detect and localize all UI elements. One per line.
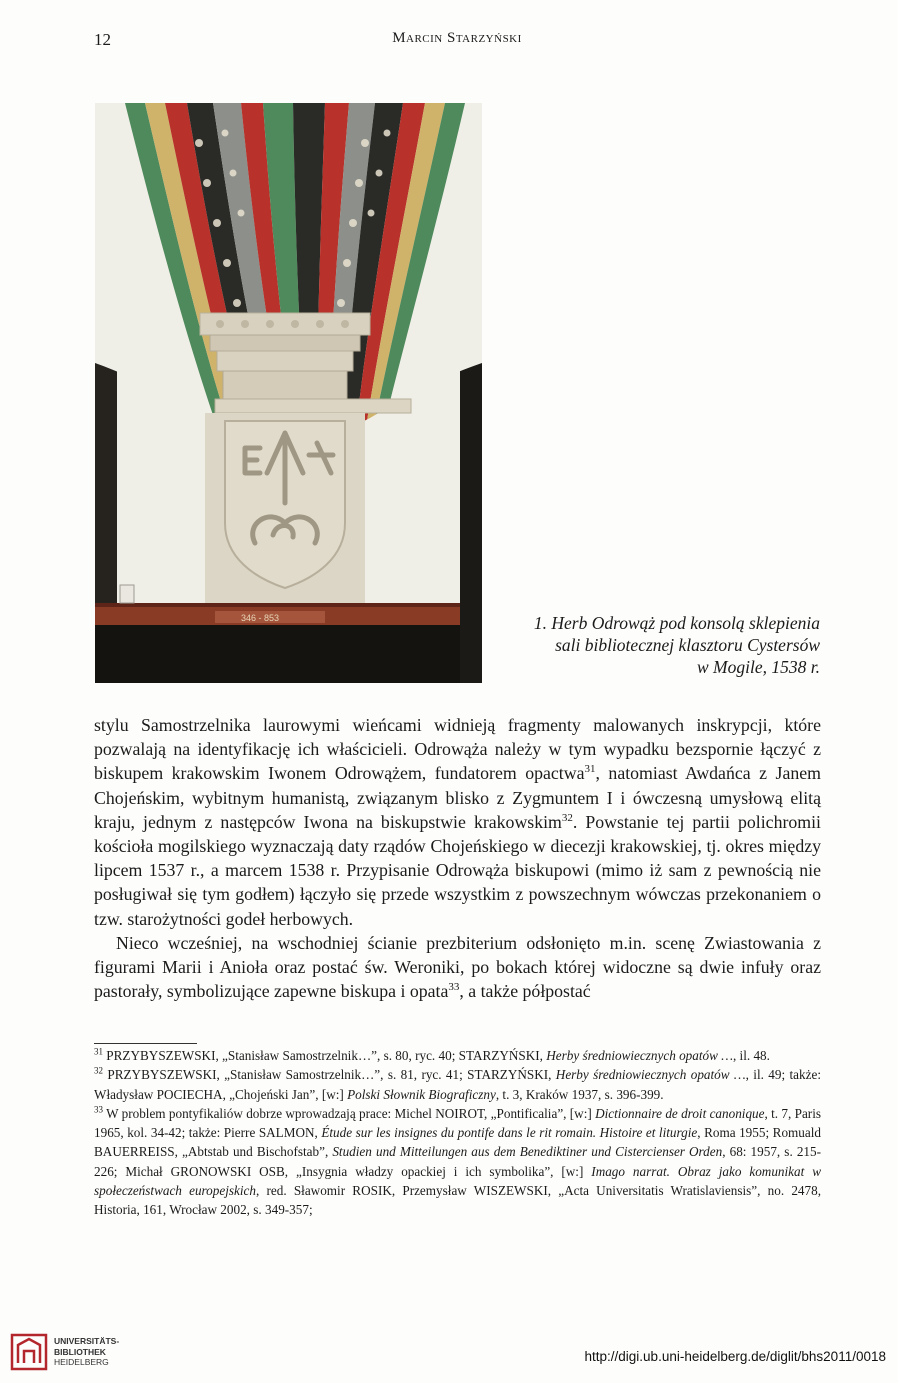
figure-caption <box>486 612 820 678</box>
caption-line: w Mogile, 1538 r. <box>697 657 820 677</box>
text-run: Herby średniowiecznych opatów … <box>546 1048 733 1063</box>
text-run: Dictionnaire de droit canonique <box>595 1105 765 1121</box>
text-run: , il. 48. <box>732 1048 770 1063</box>
footnote-ref: 31 <box>584 763 596 776</box>
text-run: , t. 7, Paris 1965, kol. 34-42; także: Pierre SALMON, <box>94 1105 821 1141</box>
caption-line: sali bibliotecznej klasztoru Cystersów <box>555 635 820 655</box>
footnote-number: 32 <box>94 1065 103 1076</box>
text-run: . Powstanie tej partii polichromii kościoła mogilskiego wyznaczają daty rządów Chojeńskiego w diecezji krakowskiej, tj. okres między lipcem 1537 r., a marcem 1538 r. Przypisanie Odrowąża biskupowi (mimo iż sam z pewnością nie posługiwał się tym godłem) łączyło się przede wszystkim z powszechnym wówczas przekonaniem o tzw. starożytności godeł herbowych. <box>94 811 821 929</box>
text-run: PRZYBYSZEWSKI, „Stanisław Samostrzelnik…”, s. 80, ryc. 40; STARZYŃSKI, <box>103 1048 547 1063</box>
source-url-link[interactable]: http://digi.ub.uni-heidelberg.de/diglit/bhs2011/0018 <box>584 1349 886 1364</box>
page-number: 12 <box>94 30 111 49</box>
shelf-label: 346 - 853 <box>241 613 280 623</box>
text-run: Polski Słownik Biograficzny <box>347 1086 496 1102</box>
paragraph <box>94 713 821 931</box>
library-logo[interactable] <box>10 1333 140 1373</box>
body-text <box>94 713 821 1003</box>
heidelberg-library-logo-icon <box>10 1333 48 1371</box>
footnote-divider <box>94 1043 197 1044</box>
text-run: , t. 3, Kraków 1937, s. 396-399. <box>495 1086 664 1102</box>
text-run: Studien und Mitteilungen aus dem Benediktiner und Cistercienser Orden <box>332 1144 723 1160</box>
text-run: , red. Sławomir ROSIK, Przemysław WISZEWSKI, „Acta Universitatis Wratislaviensis”, no. 2478, Historia, 161, Wrocław 2002, s. 349-357; <box>94 1183 822 1218</box>
library-line: UNIVERSITÄTS- <box>54 1336 120 1346</box>
footnote-number: 31 <box>94 1046 103 1057</box>
footnote-ref: 32 <box>561 811 573 824</box>
footnote-31 <box>94 1046 821 1065</box>
figure-photo <box>95 103 482 683</box>
footnotes <box>94 1046 821 1220</box>
text-run: PRZYBYSZEWSKI, „Stanisław Samostrzelnik…”, s. 81, ryc. 41; STARZYŃSKI, <box>103 1067 556 1083</box>
library-name <box>54 1336 119 1368</box>
text-run: , a także półpostać <box>459 981 591 1002</box>
text-run: , natomiast Awdańca z Janem Chojeńskim, wybitnym humanistą, związanym blisko z Zygmuntem I i ówczesną umysłową elitą kraju, jednym z następców Iwona na biskupstwie krakowskim <box>94 763 821 832</box>
library-line: BIBLIOTHEK <box>54 1346 106 1357</box>
paragraph <box>94 931 821 1004</box>
footnote-number: 33 <box>94 1104 103 1115</box>
text-run: , il. 49; także: Władysław POCIECHA, „Chojeński Jan”, [w:] <box>94 1067 821 1102</box>
text-run: stylu Samostrzelnika laurowymi wieńcami widnieją fragmenty malowanych inskrypcji, które pozwalają na identyfikację ich właścicieli. Odrowąża należy w tym wypadku bezspornie łączyć z biskupem krakowskim Iwonem Odrowążem, fundatorem opactwa <box>94 715 821 784</box>
text-run: Herby średniowiecznych opatów … <box>555 1067 746 1083</box>
footnote-33 <box>94 1104 821 1220</box>
text-run: W problem pontyfikaliów dobrze wprowadzają prace: Michel NOIROT, „Pontificalia”, [w:] <box>103 1105 596 1121</box>
caption-line: 1. Herb Odrowąż pod konsolą sklepienia <box>533 613 820 633</box>
text-run: Imago narrat. Obraz jako komunikat w społeczeństwach europejskich <box>94 1163 821 1199</box>
text-run: Nieco wcześniej, na wschodniej ścianie prezbiterium odsłonięto m.in. scenę Zwiastowania z figurami Marii i Anioła oraz postać św. Weroniki, po bokach której widoczne są dwie infuły oraz pastorały, symbolizujące zapewne biskupa i opata <box>94 932 821 1002</box>
footnote-32 <box>94 1065 821 1104</box>
running-head-author: Marcin Starzyński <box>392 30 522 46</box>
text-run: , 68: 1957, s. 215-226; Michał GRONOWSKI OSB, „Insygnia władzy opackiej i ich symbolika”, [w:] <box>94 1144 821 1179</box>
text-run: Étude sur les insignes du pontife dans le rit romain. Histoire et liturgie <box>321 1125 698 1141</box>
running-head <box>94 30 820 52</box>
vault-console-photo <box>95 103 482 683</box>
footnote-ref: 33 <box>448 981 460 994</box>
text-run: , Roma 1955; Romuald BAUERREISS, „Abtstab und Bischofstab”, <box>94 1125 821 1160</box>
library-line: HEIDELBERG <box>54 1357 109 1367</box>
